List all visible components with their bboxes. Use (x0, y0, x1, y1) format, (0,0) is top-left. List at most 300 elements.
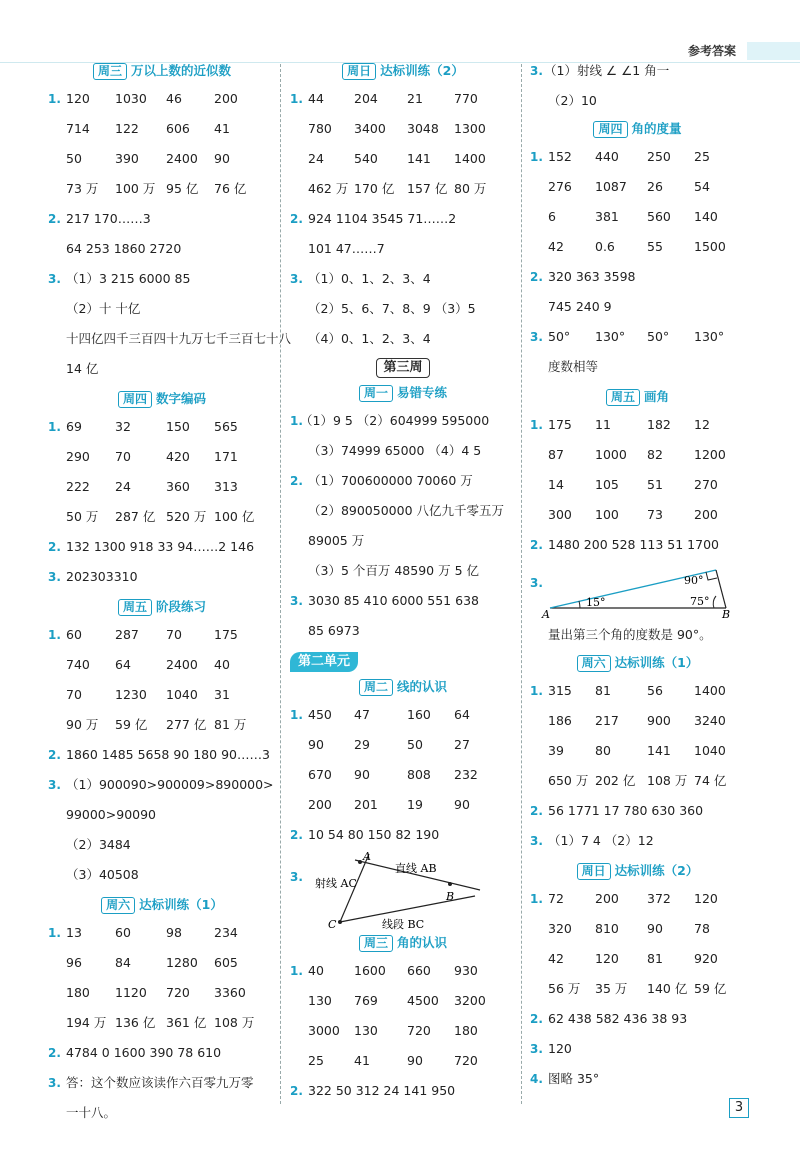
answer-value: （1）0、1、2、3、4 (308, 271, 431, 286)
question-number: 2. (48, 212, 61, 226)
answer-value: 6 (548, 209, 556, 224)
answer-value: 200 (308, 797, 332, 812)
section-title: 数字编码 (156, 391, 207, 406)
answer-value: 1400 (694, 683, 726, 698)
answer-value: 277 亿 (166, 717, 207, 732)
section-heading (290, 60, 516, 82)
answer-value: 920 (694, 951, 718, 966)
section-heading (530, 386, 745, 408)
answer-value: （2）十 十亿 (66, 301, 141, 316)
answer-value: 度数相等 (548, 359, 599, 374)
answer-value: 322 50 312 24 141 950 (308, 1083, 456, 1098)
answer-row (48, 324, 292, 354)
column-divider (280, 64, 281, 1104)
answer-row (48, 84, 276, 114)
answer-value: 202 亿 (595, 773, 636, 788)
answer-value: 24 (115, 479, 131, 494)
answer-row (290, 790, 516, 820)
answer-value: 80 万 (454, 181, 487, 196)
answer-value: （4）0、1、2、3、4 (308, 331, 431, 346)
answer-value: 769 (354, 993, 378, 1008)
answer-value: 图略 35° (548, 1071, 600, 1086)
question-number: 3. (290, 870, 303, 884)
section-title: 画角 (644, 389, 670, 404)
answer-value: 808 (407, 767, 431, 782)
answer-value: 1040 (694, 743, 726, 758)
answer-row (290, 144, 516, 174)
answer-value: 42 (548, 239, 564, 254)
answer-value: 132 1300 918 33 94……2 146 (66, 539, 255, 554)
answer-value: 108 万 (214, 1015, 255, 1030)
answer-row (48, 918, 276, 948)
label-c: C (328, 918, 337, 930)
answer-value: 14 亿 (66, 361, 99, 376)
section-title: 达标训练（2） (380, 63, 464, 78)
question-number: 2. (530, 270, 543, 284)
answer-value: 1087 (595, 179, 627, 194)
question-number: 3. (530, 1042, 543, 1056)
answer-row (530, 1034, 745, 1064)
answer-row (48, 860, 276, 890)
day-tag: 周五 (606, 389, 640, 406)
section-heading (530, 860, 745, 882)
answer-value: 565 (214, 419, 238, 434)
question-number: 2. (48, 540, 61, 554)
question-number: 1. (290, 92, 303, 106)
point-a (358, 860, 362, 864)
answer-value: 200 (694, 507, 718, 522)
answer-value: 202303310 (66, 569, 138, 584)
answer-value: 186 (548, 713, 572, 728)
answer-value: 120 (595, 951, 619, 966)
answer-value: 900 (647, 713, 671, 728)
answer-value: 4784 0 1600 390 78 610 (66, 1045, 222, 1060)
week-heading (290, 356, 516, 380)
answer-value: 73 万 (66, 181, 99, 196)
answer-value: 87 (548, 447, 564, 462)
figure-row (290, 850, 516, 930)
answer-value: 3400 (354, 121, 386, 136)
answer-value: 100 万 (115, 181, 156, 196)
answer-row (48, 830, 276, 860)
answer-value: 50 (66, 151, 82, 166)
answer-value: 540 (354, 151, 378, 166)
answer-value: 770 (454, 91, 478, 106)
answer-value: 50° (647, 329, 670, 344)
answer-row (530, 530, 745, 560)
answer-row (530, 676, 745, 706)
answer-value: 1030 (115, 91, 147, 106)
answer-value: 74 亿 (694, 773, 727, 788)
answer-value: 26 (647, 179, 663, 194)
answer-value: 70 (115, 449, 131, 464)
answer-value: 720 (407, 1023, 431, 1038)
section-title: 达标训练（2） (614, 863, 699, 878)
answer-value: 182 (647, 417, 671, 432)
answer-value: 19 (407, 797, 423, 812)
answer-value: 390 (115, 151, 139, 166)
unit-heading (290, 650, 516, 674)
answer-row (530, 56, 745, 86)
answer-value: 152 (548, 149, 572, 164)
answer-row (48, 442, 276, 472)
answer-row (530, 736, 745, 766)
answer-row (48, 710, 276, 740)
answer-row (48, 948, 276, 978)
answer-value: 46 (166, 91, 182, 106)
header-label: 参考答案 (688, 44, 737, 58)
answer-value: 60 (66, 627, 82, 642)
answer-row (530, 322, 745, 352)
figure-row (530, 560, 745, 620)
answer-row (530, 142, 745, 172)
answer-value: 1860 1485 5658 90 180 90……3 (66, 747, 270, 762)
question-number: 3. (48, 1076, 61, 1090)
answer-value: 81 (647, 951, 663, 966)
section-heading (530, 652, 745, 674)
question-number: 1. (48, 92, 61, 106)
answer-value: （2）5、6、7、8、9 （3）5 (308, 301, 476, 316)
answer-value: 56 万 (548, 981, 581, 996)
answer-value: 204 (354, 91, 378, 106)
answer-value: 62 438 582 436 38 93 (548, 1011, 688, 1026)
answer-value: 462 万 (308, 181, 349, 196)
answer-row (48, 800, 276, 830)
answer-row (530, 500, 745, 530)
answer-value: 41 (354, 1053, 370, 1068)
answer-row (530, 292, 745, 322)
section-title: 角的认识 (397, 935, 448, 950)
answer-value: 100 亿 (214, 509, 255, 524)
answer-row (290, 436, 516, 466)
answer-value: 10 54 80 150 82 190 (308, 827, 440, 842)
answer-row (290, 114, 516, 144)
answer-row (48, 174, 276, 204)
answer-row (48, 562, 276, 592)
answer-value: 59 亿 (115, 717, 148, 732)
answer-row (530, 826, 745, 856)
question-number: 2. (530, 1012, 543, 1026)
answer-value: 100 (595, 507, 619, 522)
answer-value: 360 (166, 479, 190, 494)
answer-value: 70 (166, 627, 182, 642)
answer-row (290, 760, 516, 790)
answer-value: 27 (454, 737, 470, 752)
question-number: 1. (530, 418, 543, 432)
question-number: 2. (48, 748, 61, 762)
answer-value: 160 (407, 707, 431, 722)
answer-value: 3048 (407, 121, 439, 136)
answer-value: （1）900090>900009>890000> (66, 777, 274, 792)
answer-row (530, 262, 745, 292)
day-tag: 周一 (359, 385, 393, 402)
answer-value: 200 (214, 91, 238, 106)
answer-value: 175 (548, 417, 572, 432)
answer-row (530, 1064, 745, 1094)
answer-value: 105 (595, 477, 619, 492)
question-number: 2. (290, 212, 303, 226)
answer-value: 222 (66, 479, 90, 494)
answer-value: 122 (115, 121, 139, 136)
answer-row (290, 556, 516, 586)
answer-value: 232 (454, 767, 478, 782)
answer-value: 130 (308, 993, 332, 1008)
line-figure (300, 850, 500, 930)
answer-value: 924 1104 3545 71……2 (308, 211, 457, 226)
answer-row (48, 620, 276, 650)
answer-row (48, 1008, 276, 1038)
question-number: 3. (530, 64, 543, 78)
answer-value: 3360 (214, 985, 246, 1000)
figure-mark (706, 572, 717, 580)
answer-row (290, 1046, 516, 1076)
answer-value: 450 (308, 707, 332, 722)
answer-value: 56 1771 17 780 630 360 (548, 803, 704, 818)
section-title: 达标训练（1） (614, 655, 699, 670)
question-number: 1. (290, 964, 303, 978)
point-c (338, 920, 342, 924)
answer-value: 99000>90090 (66, 807, 157, 822)
answer-value: 290 (66, 449, 90, 464)
answer-value: （1）7 4 （2）12 (548, 833, 654, 848)
answer-value: 95 亿 (166, 181, 199, 196)
section-heading (48, 894, 276, 916)
answer-value: 720 (166, 985, 190, 1000)
answer-row (530, 172, 745, 202)
answer-value: 90 (454, 797, 470, 812)
answer-value: 56 (647, 683, 663, 698)
unit-badge: 第二单元 (290, 652, 358, 672)
day-tag: 周四 (118, 391, 152, 408)
answer-row (530, 202, 745, 232)
answer-value: 25 (308, 1053, 324, 1068)
answer-value: （1）700600000 70060 万 (308, 473, 473, 488)
answer-value: 136 亿 (115, 1015, 156, 1030)
answer-value: 24 (308, 151, 324, 166)
answer-row (290, 730, 516, 760)
answer-row (290, 986, 516, 1016)
column-divider (521, 64, 522, 1104)
answer-value: 300 (548, 507, 572, 522)
answer-row (290, 956, 516, 986)
answer-value: 320 363 3598 (548, 269, 636, 284)
answer-row (290, 264, 516, 294)
answer-value: 381 (595, 209, 619, 224)
answer-value: 141 (407, 151, 431, 166)
answer-value: 720 (454, 1053, 478, 1068)
answer-value: 234 (214, 925, 238, 940)
question-number: 3. (290, 594, 303, 608)
column-2 (290, 60, 516, 1106)
answer-value: （2）10 (548, 93, 597, 108)
answer-value: 120 (548, 1041, 572, 1056)
answer-value: 11 (595, 417, 611, 432)
answer-row (290, 174, 516, 204)
answer-row (530, 884, 745, 914)
answer-value: 21 (407, 91, 423, 106)
day-tag: 周六 (101, 897, 135, 914)
answer-value: 2400 (166, 657, 198, 672)
day-tag: 周三 (93, 63, 127, 80)
answer-row (530, 410, 745, 440)
answer-row (530, 440, 745, 470)
section-heading (48, 596, 276, 618)
answer-value: 200 (595, 891, 619, 906)
answer-row (530, 352, 745, 382)
answer-value: 670 (308, 767, 332, 782)
answer-row (530, 232, 745, 262)
page-number: 3 (729, 1098, 749, 1118)
answer-value: 201 (354, 797, 378, 812)
answer-value: （2）3484 (66, 837, 131, 852)
answer-row (290, 406, 516, 436)
answer-row (530, 470, 745, 500)
answer-value: 810 (595, 921, 619, 936)
question-number: 2. (48, 1046, 61, 1060)
answer-row (290, 586, 516, 616)
answer-value: 180 (454, 1023, 478, 1038)
question-number: 2. (530, 538, 543, 552)
answer-row (48, 264, 276, 294)
answer-value: 1400 (454, 151, 486, 166)
answer-row (48, 680, 276, 710)
answer-value: 270 (694, 477, 718, 492)
question-number: 1. (48, 926, 61, 940)
question-number: 1. (48, 628, 61, 642)
answer-value: （1）3 215 6000 85 (66, 271, 191, 286)
figure-mark (713, 596, 716, 608)
answer-value: 372 (647, 891, 671, 906)
section-title: 万以上数的近似数 (131, 63, 232, 78)
answer-value: 605 (214, 955, 238, 970)
answer-value: 1000 (595, 447, 627, 462)
answer-value: 50° (548, 329, 571, 344)
section-heading (48, 60, 276, 82)
answer-row (48, 502, 276, 532)
answer-value: （3）40508 (66, 867, 139, 882)
answer-row (48, 978, 276, 1008)
answer-value: 140 (694, 209, 718, 224)
question-number: 1. (48, 420, 61, 434)
answer-value: 90 (647, 921, 663, 936)
answer-value: 108 万 (647, 773, 688, 788)
answer-value: 1280 (166, 955, 198, 970)
answer-value: 81 (595, 683, 611, 698)
answer-value: 84 (115, 955, 131, 970)
answer-value: 150 (166, 419, 190, 434)
question-number: 3. (48, 570, 61, 584)
label-ray: 射线 AC (315, 877, 357, 890)
answer-value: 606 (166, 121, 190, 136)
section-title: 线的认识 (397, 679, 448, 694)
answer-value: 90 (354, 767, 370, 782)
label-a: A (542, 608, 550, 620)
answer-value: 141 (647, 743, 671, 758)
answer-value: 1600 (354, 963, 386, 978)
answer-value: 1480 200 528 113 51 1700 (548, 537, 719, 552)
answer-value: 55 (647, 239, 663, 254)
answer-row (48, 770, 276, 800)
answer-row (290, 496, 516, 526)
answer-value: 64 (115, 657, 131, 672)
answer-value: 745 240 9 (548, 299, 612, 314)
answer-value: 90 (214, 151, 230, 166)
answer-row (530, 796, 745, 826)
answer-value: 50 (407, 737, 423, 752)
answer-value: 70 (66, 687, 82, 702)
section-heading (48, 388, 276, 410)
answer-value: 120 (694, 891, 718, 906)
answer-value: 69 (66, 419, 82, 434)
answer-value: 315 (548, 683, 572, 698)
answer-row (530, 766, 745, 796)
answer-row (290, 1076, 516, 1106)
answer-value: 714 (66, 121, 90, 136)
answer-value: 答：这个数应该读作六百零九万零 (66, 1075, 254, 1090)
answer-value: 13 (66, 925, 82, 940)
section-heading (290, 382, 516, 404)
section-heading (290, 676, 516, 698)
answer-value: 1230 (115, 687, 147, 702)
answer-value: 740 (66, 657, 90, 672)
day-tag: 周四 (593, 121, 627, 138)
answer-value: 35 万 (595, 981, 628, 996)
answer-value: （1）射线 ∠ ∠1 角一 (544, 63, 670, 78)
answer-row (530, 944, 745, 974)
answer-row (48, 114, 276, 144)
triangle-figure (540, 560, 745, 620)
section-heading (290, 932, 516, 954)
answer-value: 25 (694, 149, 710, 164)
answer-value: 59 亿 (694, 981, 727, 996)
answer-row (48, 1038, 276, 1068)
day-tag: 周三 (359, 935, 393, 952)
week-badge: 第三周 (376, 358, 429, 378)
answer-value: 170 亿 (354, 181, 395, 196)
answer-value: 14 (548, 477, 564, 492)
answer-value: 361 亿 (166, 1015, 207, 1030)
section-title: 达标训练（1） (139, 897, 223, 912)
answer-row (48, 1068, 276, 1098)
answer-value: 47 (354, 707, 370, 722)
answer-value: 0.6 (595, 239, 615, 254)
answer-value: 560 (647, 209, 671, 224)
day-tag: 周五 (118, 599, 152, 616)
answer-value: 50 万 (66, 509, 99, 524)
answer-row (48, 294, 276, 324)
label-segment: 线段 BC (382, 918, 425, 930)
answer-row (48, 650, 276, 680)
section-title: 易错专练 (397, 385, 448, 400)
answer-value: （3）5 个百万 48590 万 5 亿 (308, 563, 479, 578)
question-number: 3. (530, 576, 543, 590)
answer-value: 40 (308, 963, 324, 978)
answer-row (530, 1004, 745, 1034)
angle-15: 15° (586, 596, 606, 609)
answer-row (48, 144, 276, 174)
question-number: 1. (290, 414, 303, 428)
answer-value: 3200 (454, 993, 486, 1008)
angle-90: 90° (684, 574, 704, 587)
answer-value: 64 253 1860 2720 (66, 241, 182, 256)
label-b: B (722, 608, 731, 620)
answer-value: 4500 (407, 993, 439, 1008)
answer-value: 89005 万 (308, 533, 365, 548)
question-number: 2. (530, 804, 543, 818)
answer-row (48, 354, 276, 384)
answer-value: 101 47……7 (308, 241, 385, 256)
answer-value: 60 (115, 925, 131, 940)
